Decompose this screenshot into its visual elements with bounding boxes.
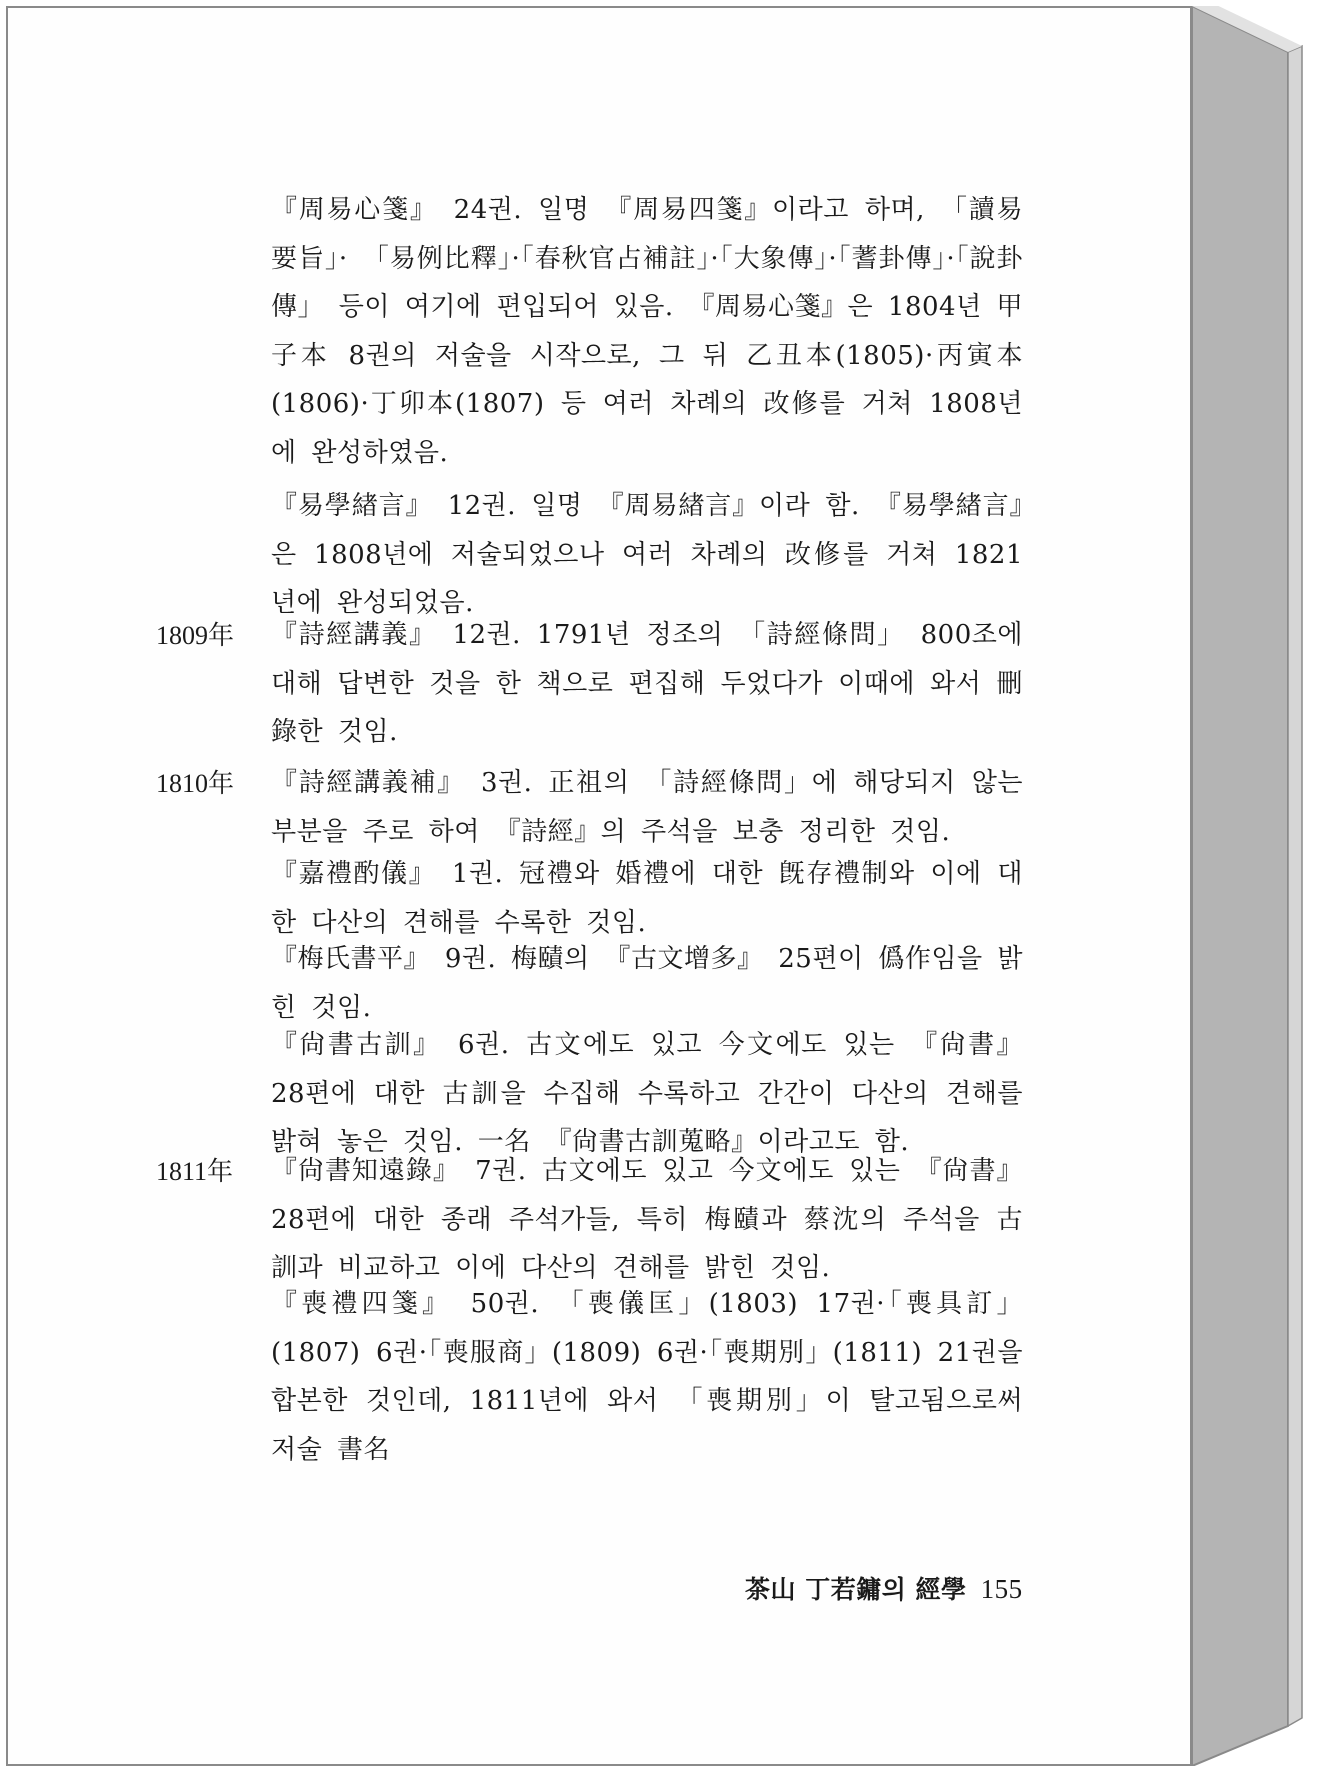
work-description: 『周易心箋』 24권. 일명 『周易四箋』이라고 하며, 「讀易要旨」· 「易例比釋」·「春秋官占補註」·「大象傳」·「蓍卦傳」·「說卦傳」 등이 여기에 편입되어 있음. 『周易心箋』은 1804년 甲子本 8권의 저술을 시작으로, 그 뒤 乙丑本(1805)·丙寅本(1806)·丁卯本(1807) 등 여러 차례의 改修를 거쳐 1808년에 완성하였음. [271, 195, 1023, 468]
work-description: 『梅氏書平』 9권. 梅賾의 『古文增多』 25편이 僞作임을 밝힌 것임. [271, 944, 1023, 1023]
work-description: 『易學緖言』 12권. 일명 『周易緖言』이라 함. 『易學緖言』은 1808년에 저술되었으나 여러 차례의 改修를 거쳐 1821년에 완성되었음. [271, 491, 1023, 618]
work-description: 『尙書知遠錄』 7권. 古文에도 있고 今文에도 있는 『尙書』 28편에 대한 종래 주석가들, 특히 梅賾과 蔡沈의 주석을 古訓과 비교하고 이에 다산의 견해를 밝힌 것임. [271, 1156, 1023, 1283]
year-label: 1809年 [156, 621, 235, 650]
page-footer [745, 1570, 1023, 1606]
book-page [6, 6, 1192, 1766]
year-label: 1811年 [156, 1157, 234, 1186]
work-description: 『詩經講義』 12권. 1791년 정조의 「詩經條問」 800조에 대해 답변한 것을 한 책으로 편집해 두었다가 이때에 와서 刪錄한 것임. [271, 620, 1023, 747]
work-description: 『詩經講義補』 3권. 正祖의 「詩經條問」에 해당되지 않는 부분을 주로 하여 『詩經』의 주석을 보충 정리한 것임. [271, 768, 1023, 847]
year-label: 1810年 [156, 769, 235, 798]
work-description: 『尙書古訓』 6권. 古文에도 있고 今文에도 있는 『尙書』 28편에 대한 古訓을 수집해 수록하고 간간이 다산의 견해를 밝혀 놓은 것임. 一名 『尙書古訓蒐略』이라고도 함. [271, 1030, 1023, 1157]
work-description: 『嘉禮酌儀』 1권. 冠禮와 婚禮에 대한 旣存禮制와 이에 대한 다산의 견해를 수록한 것임. [271, 859, 1023, 938]
page-number: 155 [980, 1574, 1023, 1604]
book-edge [1192, 6, 1310, 1766]
work-description: 『喪禮四箋』 50권. 「喪儀匡」(1803) 17권·「喪具訂」(1807) 6권·「喪服商」(1809) 6권·「喪期別」(1811) 21권을 합본한 것인데, 1811년에 와서 「喪期別」이 탈고됨으로써 저술 書名 [271, 1289, 1023, 1465]
running-title: 茶山 丁若鏞의 經學 [745, 1575, 967, 1604]
